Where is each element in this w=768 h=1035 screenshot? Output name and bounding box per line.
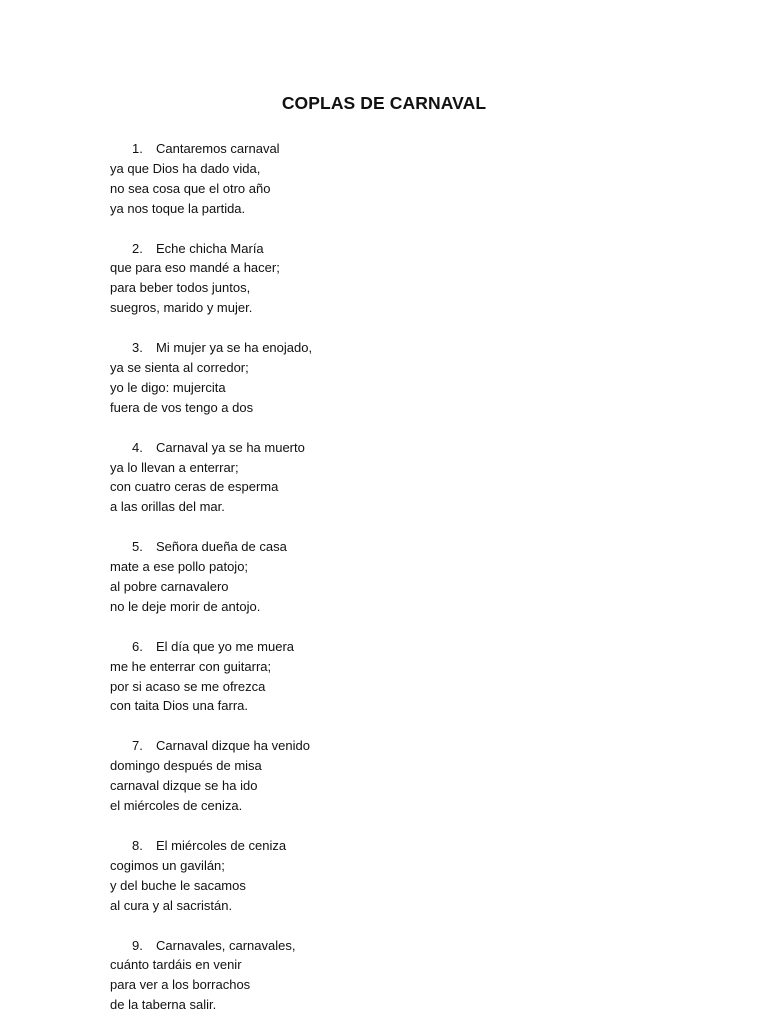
stanza-first-line xyxy=(110,936,710,956)
stanza-number: 3. xyxy=(132,340,143,356)
stanza-5 xyxy=(110,537,710,617)
stanza-7 xyxy=(110,736,710,816)
stanza-number: 7. xyxy=(132,738,143,754)
verse-line: ya se sienta al corredor; xyxy=(110,360,249,376)
verse-line: Carnavales, carnavales, xyxy=(156,937,296,953)
verse-line: ya que Dios ha dado vida, xyxy=(110,160,261,176)
verse-line: y del buche le sacamos xyxy=(110,877,246,893)
stanza-first-line xyxy=(110,736,710,756)
verse-line: con taita Dios una farra. xyxy=(110,698,249,714)
verse-line: de la taberna salir. xyxy=(110,997,217,1013)
stanza-first-line xyxy=(110,239,710,259)
stanza-1 xyxy=(110,139,710,219)
stanza-number: 2. xyxy=(132,240,143,256)
verse-line: mate a ese pollo patojo; xyxy=(110,559,249,575)
stanza-9 xyxy=(110,936,710,1016)
stanza-6 xyxy=(110,637,710,717)
stanza-first-line xyxy=(110,637,710,657)
stanza-first-line xyxy=(110,836,710,856)
verse-line: para ver a los borrachos xyxy=(110,977,251,993)
stanza-first-line xyxy=(110,537,710,557)
verse-line: Cantaremos carnaval xyxy=(156,141,280,156)
verse-line: no le deje morir de antojo. xyxy=(110,598,261,614)
verse-line: fuera de vos tengo a dos xyxy=(110,399,254,415)
stanza-number: 4. xyxy=(132,439,143,455)
stanza-first-line xyxy=(110,438,710,458)
verse-line: el miércoles de ceniza. xyxy=(110,798,243,814)
page-title: COPLAS DE CARNAVAL xyxy=(281,93,487,113)
verse-line: El miércoles de ceniza xyxy=(156,837,287,853)
verse-line: suegros, marido y mujer. xyxy=(110,300,253,316)
verse-line: Señora dueña de casa xyxy=(156,539,287,555)
stanza-list xyxy=(110,139,710,1035)
stanza-number: 5. xyxy=(132,539,143,555)
verse-line: al pobre carnavalero xyxy=(110,579,229,595)
verse-line: cogimos un gavilán; xyxy=(110,857,225,873)
verse-line: Carnaval dizque ha venido xyxy=(156,738,310,754)
verse-line: con cuatro ceras de esperma xyxy=(110,479,279,495)
stanza-number: 9. xyxy=(132,937,143,953)
stanza-number: 6. xyxy=(132,638,143,654)
stanza-first-line xyxy=(110,338,710,358)
verse-line: cuánto tardáis en venir xyxy=(110,957,242,973)
stanza-2 xyxy=(110,239,710,319)
verse-line: carnaval dizque se ha ido xyxy=(110,778,258,794)
verse-line: El día que yo me muera xyxy=(156,638,295,654)
verse-line: domingo después de misa xyxy=(110,758,262,774)
stanza-number: 8. xyxy=(132,837,143,853)
verse-line: yo le digo: mujercita xyxy=(110,379,226,395)
stanza-number: 1. xyxy=(132,141,143,156)
verse-line: no sea cosa que el otro año xyxy=(110,180,271,196)
verse-line: al cura y al sacristán. xyxy=(110,897,233,913)
stanza-first-line xyxy=(110,139,710,159)
stanza-3 xyxy=(110,338,710,418)
verse-line: por si acaso se me ofrezca xyxy=(110,678,266,694)
verse-line: ya lo llevan a enterrar; xyxy=(110,459,239,475)
verse-line: Carnaval ya se ha muerto xyxy=(156,439,305,455)
stanza-4 xyxy=(110,438,710,518)
verse-line: Eche chicha María xyxy=(156,240,264,256)
verse-line: que para eso mandé a hacer; xyxy=(110,260,280,276)
verse-line: ya nos toque la partida. xyxy=(110,200,246,216)
verse-line: para beber todos juntos, xyxy=(110,280,251,296)
verse-line: Mi mujer ya se ha enojado, xyxy=(156,340,313,356)
stanza-8 xyxy=(110,836,710,916)
verse-line: a las orillas del mar. xyxy=(110,499,225,515)
verse-line: me he enterrar con guitarra; xyxy=(110,658,272,674)
